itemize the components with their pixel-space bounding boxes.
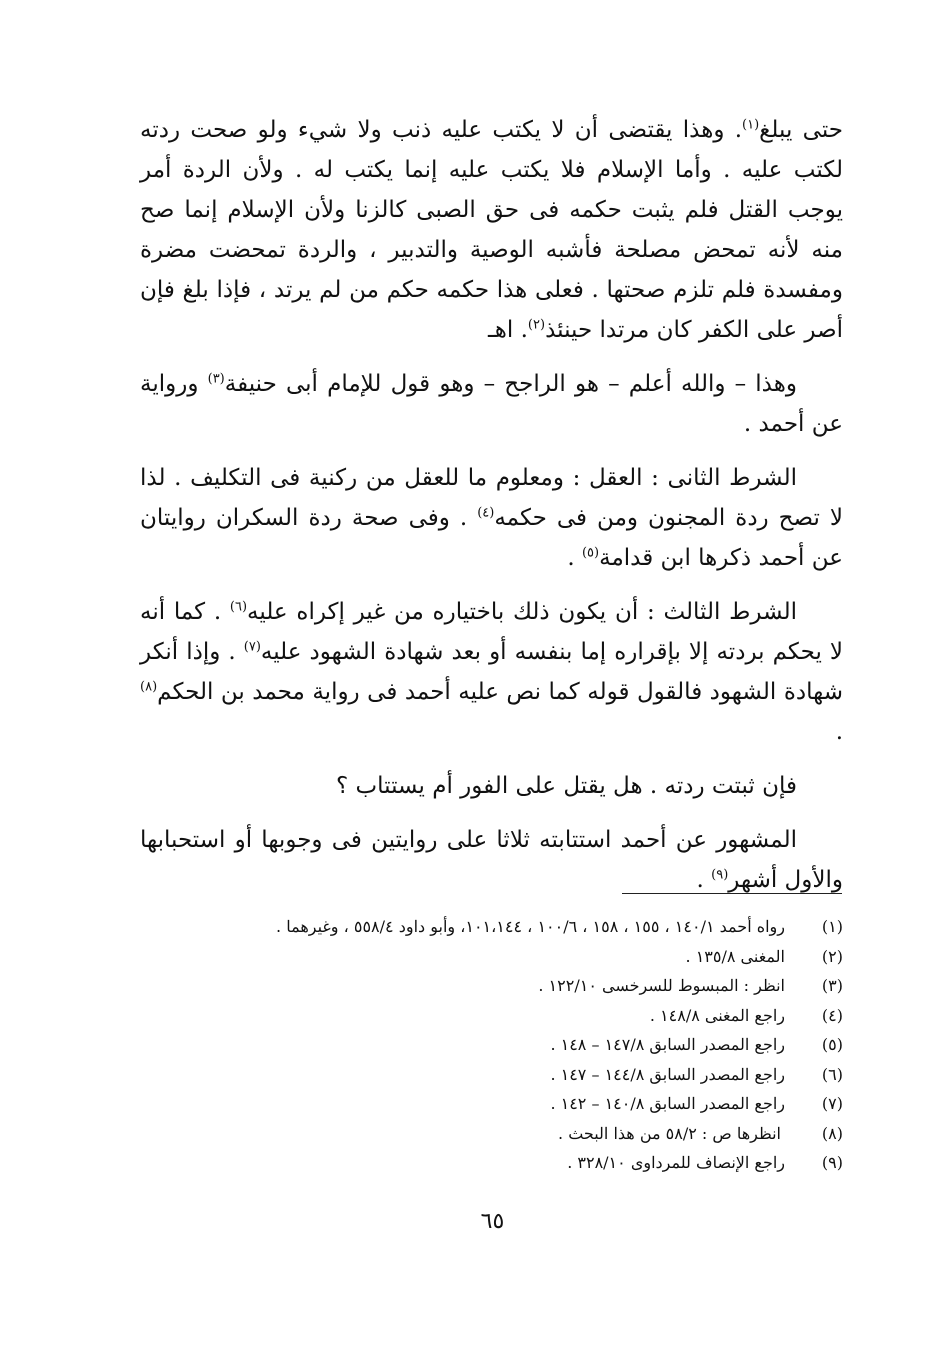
- footnote-ref: (٦): [229, 599, 248, 615]
- footnote-text: المغنى ١٣٥/٨ .: [685, 946, 785, 966]
- footnote-number: (٨): [821, 1123, 843, 1143]
- paragraph-6: [140, 820, 843, 900]
- footnote-ref: (١): [742, 117, 760, 133]
- footnote-number: (٩): [821, 1153, 843, 1172]
- footnote-ref: (٣): [207, 371, 225, 387]
- text-segment: . وإذا أنكر شهادة الشهود فالقول قوله كما نص عليه أحمد فى رواية محمد بن الحكم: [140, 639, 843, 705]
- footnotes-list: [140, 912, 843, 1178]
- footnote-ref: (٥): [581, 545, 600, 561]
- footnote-item: [140, 1148, 843, 1178]
- footnote-number: (٤): [821, 1005, 843, 1025]
- text-segment: . كما أنه لا يحكم بردته إلا بإقراره إما بنفسه أو بعد شهادة الشهود عليه: [140, 599, 844, 665]
- footnote-number: (١): [821, 917, 843, 936]
- footnote-text: راجع المصدر السابق ١٤٧/٨ – ١٤٨ .: [550, 1035, 785, 1054]
- footnote-text: راجع المصدر السابق ١٤٠/٨ – ١٤٢ .: [550, 1094, 785, 1113]
- text-segment: .: [567, 545, 582, 571]
- footnote-separator: [622, 893, 842, 894]
- paragraph-2: [140, 364, 843, 444]
- footnote-ref: (٢): [527, 317, 546, 333]
- text-segment: الشرط الثانى : العقل : ومعلوم ما للعقل من ركنية فى التكليف . لذا لا تصح ردة المجنون ومن فى حكمه: [140, 465, 843, 531]
- text-segment: فإن ثبتت ردته . هل يقتل على الفور أم يستتاب ؟: [335, 773, 797, 799]
- paragraph-3: [140, 458, 843, 578]
- text-segment: . اهـ: [488, 317, 528, 343]
- text-segment: حتى يبلغ: [759, 117, 843, 143]
- footnote-text: راجع المغنى ١٤٨/٨ .: [649, 1005, 785, 1025]
- text-segment: المشهور عن أحمد استتابته ثلاثا على روايتين فى وجوبها أو استحبابها والأول أشهر: [140, 827, 843, 893]
- footnote-text: انظرها ص : ٥٨/٢ من هذا البحث .: [558, 1123, 781, 1143]
- main-text: [140, 110, 843, 914]
- footnote-number: (٣): [821, 976, 843, 995]
- footnote-item: [140, 912, 843, 942]
- footnote-ref: (٧): [243, 639, 261, 655]
- paragraph-4: [140, 592, 843, 752]
- footnote-item: [140, 971, 843, 1001]
- footnote-number: (٦): [821, 1064, 843, 1084]
- footnote-ref: (٤): [477, 505, 495, 521]
- footnote-number: (٧): [821, 1094, 843, 1113]
- footnote-number: (٥): [821, 1035, 843, 1054]
- footnote-text: انظر : المبسوط للسرخسى ١٢٢/١٠ .: [538, 976, 785, 995]
- text-segment: . وفى صحة ردة السكران روايتان عن أحمد ذكرها ابن قدامة: [140, 505, 843, 571]
- footnote-item: [140, 1001, 843, 1031]
- text-segment: . وهذا يقتضى أن لا يكتب عليه ذنب ولا شيء ولو صحت ردته لكتب عليه . وأما الإسلام فلا يكتب عليه إنما يكتب له . ولأن الردة أمر يوجب القتل فلم يثبت حكمه فى حق الصبى كالزنا ولأن الإسلام إنما صح منه لأنه تمحض مصلحة فأشبه الوصية والتدبير ، والردة تمحضت مضرة ومفسدة فلم تلزم صحتها . فعلى هذا حكمه حكم من لم يرتد ، فإذا بلغ فإن أصر على الكفر كان مرتدا حينئذ: [140, 117, 843, 343]
- text-segment: وهذا – والله أعلم – هو الراجح – وهو قول للإمام أبى حنيفة: [224, 371, 797, 397]
- page-number: ٦٥: [480, 1209, 505, 1234]
- footnote-ref: (٨): [140, 679, 158, 695]
- text-segment: .: [835, 719, 843, 745]
- text-segment: ورواية عن أحمد .: [140, 371, 843, 437]
- footnote-item: [140, 1119, 843, 1149]
- footnote-text: راجع الإنصاف للمرداوى ٣٢٨/١٠ .: [567, 1153, 785, 1172]
- text-segment: الشرط الثالث : أن يكون ذلك باختياره من غير إكراه عليه: [247, 599, 797, 625]
- paragraph-5: [140, 766, 843, 806]
- paragraph-1: [140, 110, 843, 350]
- footnote-text: رواه أحمد ١٤٠/١ ، ١٥٥ ، ١٥٨ ، ١٠٠/٦ ، ١٠١،١٤٤، وأبو داود ٥٥٨/٤ ، وغيرهما .: [276, 917, 785, 936]
- footnote-text: راجع المصدر السابق ١٤٤/٨ – ١٤٧ .: [550, 1064, 785, 1084]
- footnote-item: [140, 1089, 843, 1119]
- footnote-item: [140, 1030, 843, 1060]
- footnote-item: [140, 1060, 843, 1090]
- text-segment: .: [696, 867, 712, 893]
- footnote-ref: (٩): [711, 867, 729, 883]
- footnote-item: [140, 942, 843, 972]
- footnote-number: (٢): [821, 946, 843, 966]
